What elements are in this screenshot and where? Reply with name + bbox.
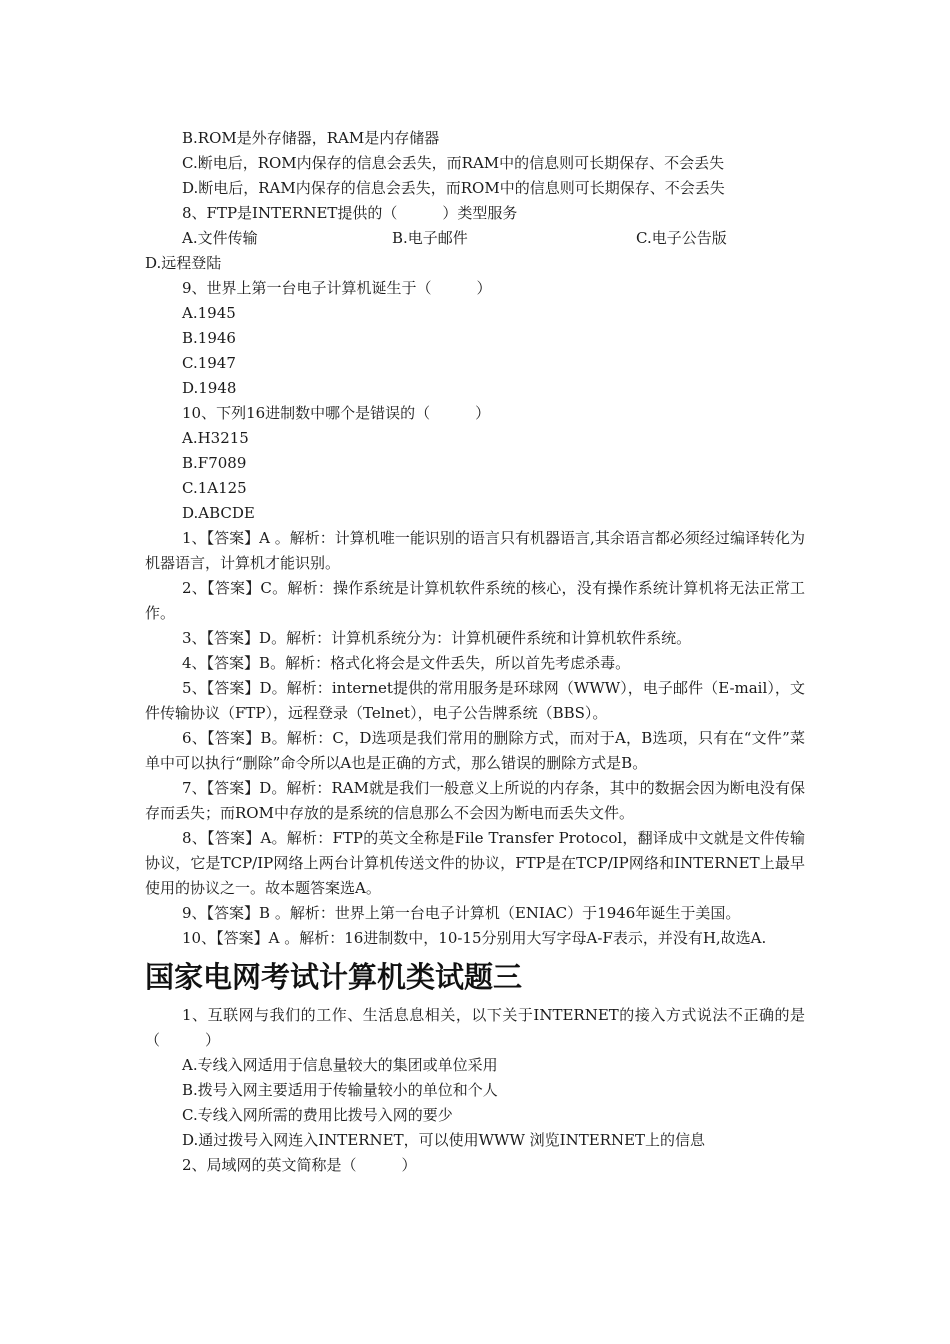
- question-8-options: [145, 226, 805, 251]
- answer-paragraph: 4、【答案】B。解析：格式化将会是文件丢失，所以首先考虑杀毒。: [182, 654, 631, 672]
- option-line: A.H3215: [182, 429, 249, 447]
- option-line: C.1947: [182, 354, 236, 372]
- option-line: B.F7089: [182, 454, 247, 472]
- answer-paragraph: 10、【答案】A 。解析：16进制数中，10-15分别用大写字母A-F表示，并没有H,故选A.: [182, 929, 767, 947]
- question-8: 8、FTP是INTERNET提供的（ ）类型服务: [182, 204, 518, 222]
- answer-paragraph: 8、【答案】A。解析：FTP的英文全称是File Transfer Protocol，翻译成中文就是文件传输协议，它是TCP/IP网络上两台计算机传送文件的协议，FTP是在TCP/IP网络和INTERNET上最早使用的协议之一。故本题答案选A。: [145, 829, 805, 897]
- option-line: D.1948: [182, 379, 237, 397]
- option-a: A.文件传输: [182, 229, 258, 247]
- question-1: 1、互联网与我们的工作、生活息息相关，以下关于INTERNET的接入方式说法不正确的是（ ）: [145, 1006, 805, 1049]
- option-d: D.远程登陆: [145, 254, 222, 272]
- option-b: B.电子邮件: [392, 229, 468, 247]
- question-9: 9、世界上第一台电子计算机诞生于（ ）: [182, 279, 492, 297]
- option-line: D.通过拨号入网连入INTERNET，可以使用WWW 浏览INTERNET上的信息: [182, 1131, 706, 1149]
- option-line: C.1A125: [182, 479, 247, 497]
- option-line: C.断电后，ROM内保存的信息会丢失，而RAM中的信息则可长期保存、不会丢失: [182, 154, 725, 172]
- document-content: [145, 126, 805, 1178]
- section-heading: 国家电网考试计算机类试题三: [145, 960, 523, 994]
- option-c: C.电子公告版: [636, 229, 727, 247]
- option-line: B.1946: [182, 329, 236, 347]
- option-line: A.专线入网适用于信息量较大的集团或单位采用: [182, 1056, 498, 1074]
- answer-paragraph: 7、【答案】D。解析：RAM就是我们一般意义上所说的内存条，其中的数据会因为断电没有保存而丢失；而ROM中存放的是系统的信息那么不会因为断电而丢失文件。: [145, 779, 805, 822]
- question-10: 10、下列16进制数中哪个是错误的（ ）: [182, 404, 491, 422]
- option-line: A.1945: [182, 304, 236, 322]
- answer-paragraph: 3、【答案】D。解析：计算机系统分为：计算机硬件系统和计算机软件系统。: [182, 629, 692, 647]
- option-line: B.ROM是外存储器，RAM是内存储器: [182, 129, 440, 147]
- question-2: 2、局域网的英文简称是（ ）: [182, 1156, 417, 1174]
- answer-paragraph: 6、【答案】B。解析：C，D选项是我们常用的删除方式，而对于A，B选项，只有在“文件”菜单中可以执行“删除”命令所以A也是正确的方式，那么错误的删除方式是B。: [145, 729, 805, 772]
- option-line: B.拨号入网主要适用于传输量较小的单位和个人: [182, 1081, 498, 1099]
- option-line: D.断电后，RAM内保存的信息会丢失，而ROM中的信息则可长期保存、不会丢失: [182, 179, 725, 197]
- option-line: D.ABCDE: [182, 504, 255, 522]
- answer-paragraph: 5、【答案】D。解析：internet提供的常用服务是环球网（WWW），电子邮件（E-mail），文件传输协议（FTP），远程登录（Telnet），电子公告牌系统（BBS）。: [145, 679, 805, 722]
- answer-paragraph: 9、【答案】B 。解析：世界上第一台电子计算机（ENIAC）于1946年诞生于美国。: [182, 904, 741, 922]
- answer-paragraph: 2、【答案】C。解析：操作系统是计算机软件系统的核心，没有操作系统计算机将无法正常工作。: [145, 579, 805, 622]
- option-line: C.专线入网所需的费用比拨号入网的要少: [182, 1106, 453, 1124]
- answer-paragraph: 1、【答案】A 。解析：计算机唯一能识别的语言只有机器语言,其余语言都必须经过编译转化为机器语言，计算机才能识别。: [145, 529, 805, 572]
